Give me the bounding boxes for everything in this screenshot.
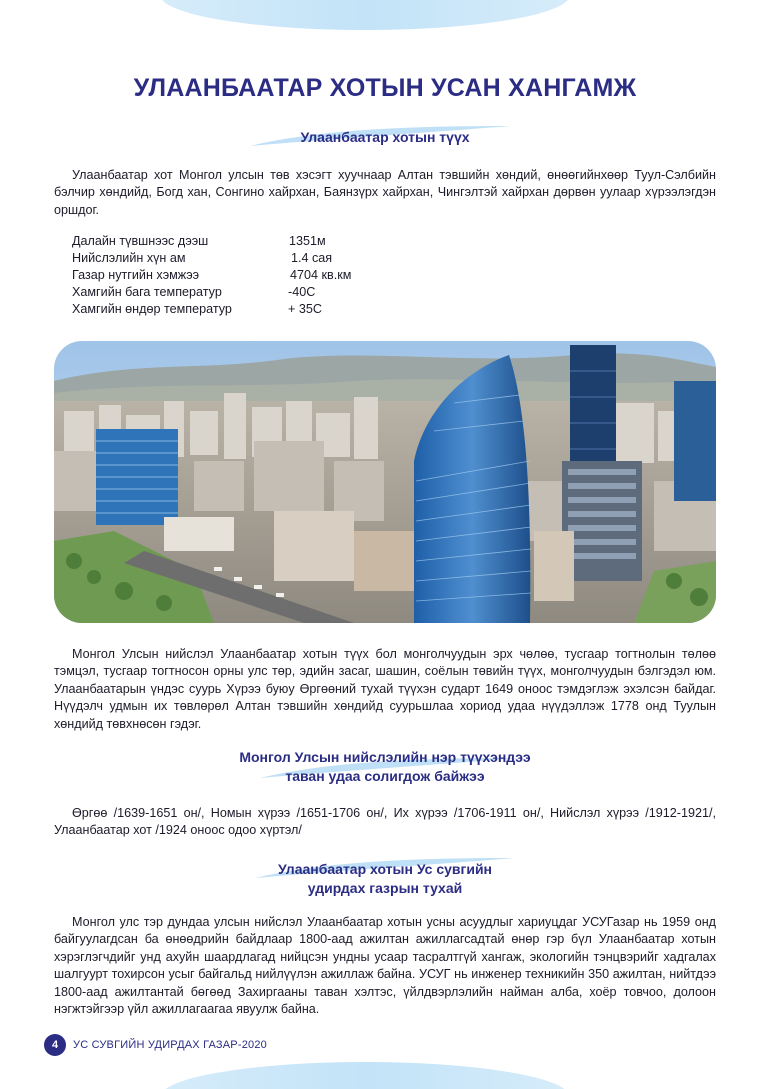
fact-value: + 35С <box>288 302 322 316</box>
fact-label: Хамгийн бага температур <box>72 285 222 299</box>
fact-value: 1.4 сая <box>291 251 333 265</box>
fact-row <box>72 284 472 301</box>
section-heading-capital-names <box>0 748 770 786</box>
footer-text: УС СУВГИЙН УДИРДАХ ГАЗАР-2020 <box>73 1039 267 1051</box>
fact-label: Газар нутгийн хэмжээ <box>72 268 200 282</box>
intro-paragraph: Улаанбаатар хот Монгол улсын төв хэсэгт хуучнаар Алтан тэвшийн хөндий, өнөөгийнхөөр Туул-Сэлбийн бэлчир хөндийд, Богд хан, Сонгино хайрхан, Баянзүрх хайрхан, Чингэлтэй хайрхан дөрвөн уулаар хүрээлэгдэн оршдог. <box>54 168 716 217</box>
fact-label: Нийслэлийн хүн ам <box>72 251 186 265</box>
fact-label: Хамгийн өндөр температур <box>72 302 232 316</box>
water-authority-paragraph: Монгол улс тэр дундаа улсын нийслэл Улаанбаатар хотын усны асуудлыг хариуцдаг УСУГазар нь 1959 онд байгуулагдсан ба өнөөдрийн байдлаар 1800-аад ажилтан ажиллагсадтай өнөр гэр бүл Улаанбаатар хотын хэрэглэгчдийг унд ахуйн шаардлагад нийцсэн ундны усаар тасралтгүй хангаж, экологийн тэнцвэрийг хадгалах шалгуурт тохирсон усыг байгальд нийлүүлэн ажиллаж байна. УСУГ нь инженер техникийн 350 ажилтан, нийтдээ 1800-аад ажилтантай бөгөөд Захиргааны таван хэлтэс, үйлдвэрлэлийн найман алба, хоёр товчоо, долоон нэгжтэйгээр үйл ажиллагаагаа явуулж байна. <box>54 915 716 1017</box>
section-heading-text-line2: удирдах газрын тухай <box>307 880 463 896</box>
section-heading-text: Улаанбаатар хотын түүх <box>300 129 470 145</box>
fact-value: 4704 кв.км <box>290 268 352 282</box>
top-decoration-blob <box>160 0 570 30</box>
section-heading-text-line1: Монгол Улсын нийслэлийн нэр түүхэндээ <box>239 749 531 765</box>
page-title: УЛААНБААТАР ХОТЫН УСАН ХАНГАМЖ <box>133 74 637 102</box>
section-heading-history <box>0 124 770 147</box>
fact-value: 1351м <box>289 234 326 248</box>
fact-row <box>72 233 472 250</box>
city-skyline-photo <box>54 341 716 623</box>
section-heading-text-line1: Улаанбаатар хотын Ус сувгийн <box>277 861 493 877</box>
capital-names-paragraph: Өргөө /1639-1651 он/, Номын хүрээ /1651-1706 он/, Их хүрээ /1706-1911 он/, Нийслэл хүрээ /1912-1921/, Улаанбаатар хот /1924 оноос одоо хүртэл/ <box>54 806 716 838</box>
fact-row <box>72 250 472 267</box>
fact-value: -40С <box>288 285 316 299</box>
city-facts-list <box>72 233 472 318</box>
fact-row <box>72 267 472 284</box>
history-paragraph: Монгол Улсын нийслэл Улаанбаатар хотын түүх бол монголчуудын эрх чөлөө, тусгаар тогтнолын төлөө тэмцэл, тусгаар тогтносон орны улс төр, эдийн засаг, шашин, соёлын төвийн түүх, монголчуудын бэлгэдэл юм. Улаанбаатарын үндэс суурь Хүрээ буюу Өргөөний тухай түүхэн сударт 1649 оноос тэмдэглэж эхэлсэн байдаг. Нүүдэлч удмын их төвлөрөл Алтан тэвшийн хөндийд суурьшлаа хориод удаа нүүдэллэж 1778 онд Туулын хөндийд төвхнөсөн гэдэг. <box>54 647 716 731</box>
fact-label: Далайн түвшнээс дээш <box>72 234 209 248</box>
fact-row <box>72 301 472 318</box>
page-number-badge: 4 <box>44 1034 66 1056</box>
city-skyline-illustration <box>54 341 716 623</box>
section-heading-water-authority <box>0 860 770 898</box>
section-heading-text-line2: таван удаа солигдож байжээ <box>285 768 485 784</box>
bottom-decoration-blob <box>160 1062 570 1089</box>
